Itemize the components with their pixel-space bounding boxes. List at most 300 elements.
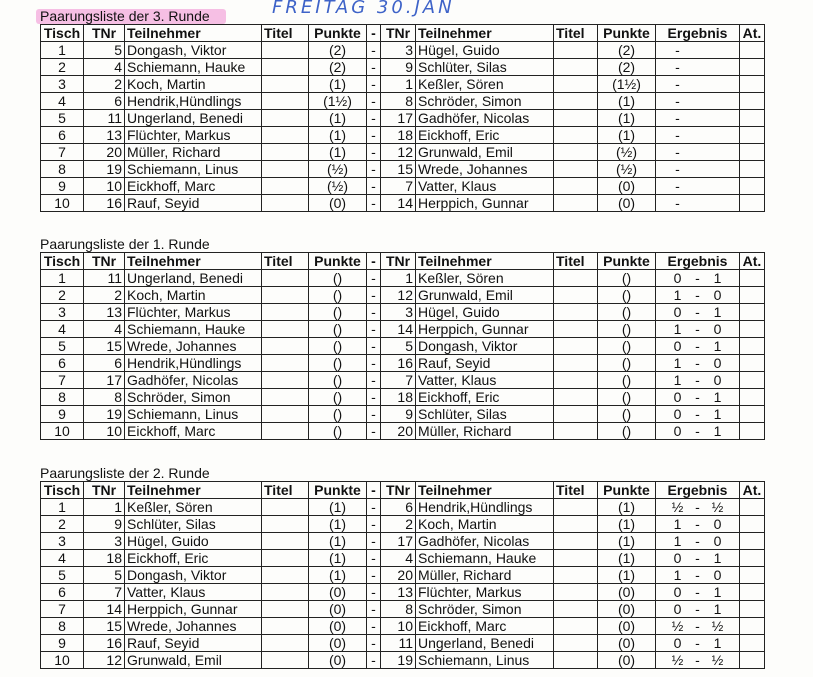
player-2-name: Schiemann, Hauke xyxy=(416,550,554,567)
table-row xyxy=(41,618,765,635)
result-dash: - xyxy=(695,338,700,354)
player-2-title xyxy=(554,499,598,516)
player-1-name: Schiemann, Linus xyxy=(125,406,262,423)
result-white: 0 xyxy=(673,338,682,354)
result-dash: - xyxy=(695,321,700,337)
player-2-name: Grunwald, Emil xyxy=(416,287,554,304)
player-2-points: (1) xyxy=(598,127,656,144)
pairing-separator: - xyxy=(367,93,381,110)
table-number: 3 xyxy=(41,304,84,321)
player-1-name: Flüchter, Markus xyxy=(125,127,262,144)
player-2-title xyxy=(554,127,598,144)
player-1-points: (0) xyxy=(309,635,367,652)
player-1-title xyxy=(262,533,309,550)
at-cell xyxy=(740,93,765,110)
player-1-points: (0) xyxy=(309,601,367,618)
table-number: 6 xyxy=(41,127,84,144)
player-1-name: Wrede, Johannes xyxy=(125,618,262,635)
player-1-number: 5 xyxy=(84,567,125,584)
result-white: 0 xyxy=(673,406,682,422)
at-cell xyxy=(740,567,765,584)
result-white: 0 xyxy=(673,270,682,286)
player-1-points: (2) xyxy=(309,59,367,76)
result xyxy=(656,270,740,287)
player-1-points: (1) xyxy=(309,567,367,584)
header-titel-2: Titel xyxy=(554,482,598,499)
player-1-number: 4 xyxy=(84,321,125,338)
round-1-section xyxy=(40,236,765,440)
result-white: 1 xyxy=(673,355,682,371)
result xyxy=(656,516,740,533)
pairing-separator: - xyxy=(367,42,381,59)
header-teilnehmer: Teilnehmer xyxy=(125,253,262,270)
pairing-separator: - xyxy=(367,287,381,304)
player-2-points: (1) xyxy=(598,110,656,127)
pairing-separator: - xyxy=(367,127,381,144)
at-cell xyxy=(740,59,765,76)
player-1-title xyxy=(262,321,309,338)
player-2-points: (0) xyxy=(598,652,656,669)
header-punkte: Punkte xyxy=(309,253,367,270)
result xyxy=(656,533,740,550)
at-cell xyxy=(740,533,765,550)
player-1-name: Ungerland, Benedi xyxy=(125,110,262,127)
player-2-points: (0) xyxy=(598,601,656,618)
result-white: ½ xyxy=(671,618,684,634)
header-ergebnis: Ergebnis xyxy=(656,482,740,499)
player-1-points: (0) xyxy=(309,584,367,601)
player-1-number: 6 xyxy=(84,93,125,110)
table-number: 3 xyxy=(41,76,84,93)
player-2-number: 1 xyxy=(381,76,416,93)
player-2-number: 20 xyxy=(381,423,416,440)
result-black: ½ xyxy=(711,652,724,668)
result-white: 0 xyxy=(673,423,682,439)
player-1-name: Koch, Martin xyxy=(125,287,262,304)
round-3-title: Paarungsliste der 3. Runde xyxy=(40,8,210,24)
player-2-title xyxy=(554,618,598,635)
round-3-section xyxy=(40,0,765,212)
player-2-title xyxy=(554,372,598,389)
player-1-title xyxy=(262,601,309,618)
player-2-number: 17 xyxy=(381,110,416,127)
player-1-number: 10 xyxy=(84,423,125,440)
player-1-points: (1) xyxy=(309,76,367,93)
table-number: 10 xyxy=(41,652,84,669)
result-dash: - xyxy=(695,533,700,549)
table-row xyxy=(41,161,765,178)
player-1-title xyxy=(262,389,309,406)
result-black: 1 xyxy=(713,584,722,600)
table-row xyxy=(41,321,765,338)
player-1-title xyxy=(262,195,309,212)
table-number: 4 xyxy=(41,93,84,110)
player-1-name: Schiemann, Linus xyxy=(125,161,262,178)
round-2-section xyxy=(40,465,765,669)
player-2-name: Vatter, Klaus xyxy=(416,178,554,195)
round-2-title: Paarungsliste der 2. Runde xyxy=(40,465,210,481)
player-2-title xyxy=(554,76,598,93)
player-2-title xyxy=(554,516,598,533)
player-2-points: () xyxy=(598,321,656,338)
table-number: 1 xyxy=(41,499,84,516)
result-white: 0 xyxy=(673,389,682,405)
at-cell xyxy=(740,550,765,567)
player-1-number: 16 xyxy=(84,195,125,212)
player-2-points: (1) xyxy=(598,499,656,516)
result xyxy=(656,110,740,127)
player-1-name: Wrede, Johannes xyxy=(125,338,262,355)
player-2-number: 8 xyxy=(381,93,416,110)
result-white: 1 xyxy=(673,321,682,337)
result-white: 0 xyxy=(673,635,682,651)
at-cell xyxy=(740,618,765,635)
table-header-row xyxy=(41,253,765,270)
player-1-points: () xyxy=(309,270,367,287)
result xyxy=(656,372,740,389)
round-1-title: Paarungsliste der 1. Runde xyxy=(40,236,210,252)
pairing-separator: - xyxy=(367,516,381,533)
player-2-title xyxy=(554,601,598,618)
round-3-caption xyxy=(40,0,765,24)
at-cell xyxy=(740,304,765,321)
player-2-name: Grunwald, Emil xyxy=(416,144,554,161)
table-number: 7 xyxy=(41,144,84,161)
pairing-separator: - xyxy=(367,76,381,93)
result-white: 0 xyxy=(673,550,682,566)
at-cell xyxy=(740,127,765,144)
player-2-points: (0) xyxy=(598,195,656,212)
result xyxy=(656,42,740,59)
player-2-name: Dongash, Viktor xyxy=(416,338,554,355)
result-white: - xyxy=(675,178,680,194)
player-2-name: Rauf, Seyid xyxy=(416,355,554,372)
player-2-points: (1) xyxy=(598,516,656,533)
player-1-name: Eickhoff, Eric xyxy=(125,550,262,567)
result xyxy=(656,321,740,338)
result-black: ½ xyxy=(711,618,724,634)
player-1-points: () xyxy=(309,423,367,440)
result xyxy=(656,338,740,355)
player-2-number: 19 xyxy=(381,652,416,669)
player-1-points: () xyxy=(309,355,367,372)
player-2-points: () xyxy=(598,372,656,389)
result-black: 1 xyxy=(713,601,722,617)
player-1-number: 20 xyxy=(84,144,125,161)
player-2-name: Schiemann, Linus xyxy=(416,652,554,669)
player-1-name: Keßler, Sören xyxy=(125,499,262,516)
result-dash: - xyxy=(695,406,700,422)
table-row xyxy=(41,601,765,618)
pairing-separator: - xyxy=(367,550,381,567)
handwritten-date-note: FREITAG 30.JAN xyxy=(272,0,455,18)
result-dash: - xyxy=(695,372,700,388)
player-1-title xyxy=(262,652,309,669)
result-white: - xyxy=(675,93,680,109)
player-1-points: (1) xyxy=(309,499,367,516)
result-dash: - xyxy=(695,287,700,303)
pairing-separator: - xyxy=(367,372,381,389)
player-1-points: (0) xyxy=(309,652,367,669)
player-1-points: () xyxy=(309,338,367,355)
player-2-title xyxy=(554,195,598,212)
player-2-name: Flüchter, Markus xyxy=(416,584,554,601)
table-row xyxy=(41,516,765,533)
player-2-name: Schröder, Simon xyxy=(416,93,554,110)
player-1-title xyxy=(262,42,309,59)
player-1-number: 10 xyxy=(84,178,125,195)
player-2-name: Koch, Martin xyxy=(416,516,554,533)
result-black: 1 xyxy=(713,406,722,422)
header-teilnehmer-2: Teilnehmer xyxy=(416,482,554,499)
header-tnr: TNr xyxy=(84,482,125,499)
result-black: 1 xyxy=(713,304,722,320)
at-cell xyxy=(740,652,765,669)
player-2-name: Herppich, Gunnar xyxy=(416,321,554,338)
player-2-name: Eickhoff, Marc xyxy=(416,618,554,635)
result-black: ½ xyxy=(711,499,724,515)
player-2-points: (0) xyxy=(598,584,656,601)
player-2-points: (2) xyxy=(598,42,656,59)
at-cell xyxy=(740,144,765,161)
result xyxy=(656,601,740,618)
result xyxy=(656,287,740,304)
at-cell xyxy=(740,270,765,287)
player-1-number: 4 xyxy=(84,59,125,76)
at-cell xyxy=(740,355,765,372)
result xyxy=(656,93,740,110)
player-1-name: Schröder, Simon xyxy=(125,389,262,406)
pairing-separator: - xyxy=(367,652,381,669)
player-2-points: () xyxy=(598,423,656,440)
player-2-number: 5 xyxy=(381,338,416,355)
player-2-name: Schlüter, Silas xyxy=(416,59,554,76)
at-cell xyxy=(740,516,765,533)
result-black: 1 xyxy=(713,635,722,651)
player-2-number: 7 xyxy=(381,178,416,195)
at-cell xyxy=(740,287,765,304)
table-number: 7 xyxy=(41,601,84,618)
result xyxy=(656,406,740,423)
player-2-name: Hendrik,Hündlings xyxy=(416,499,554,516)
player-2-points: (0) xyxy=(598,618,656,635)
player-2-number: 9 xyxy=(381,59,416,76)
player-2-points: (0) xyxy=(598,178,656,195)
table-number: 8 xyxy=(41,618,84,635)
player-1-title xyxy=(262,499,309,516)
player-2-name: Ungerland, Benedi xyxy=(416,635,554,652)
result-white: 0 xyxy=(673,584,682,600)
table-number: 9 xyxy=(41,178,84,195)
player-2-title xyxy=(554,406,598,423)
player-1-name: Eickhoff, Marc xyxy=(125,178,262,195)
player-2-title xyxy=(554,93,598,110)
player-2-points: (2) xyxy=(598,59,656,76)
table-number: 5 xyxy=(41,338,84,355)
at-cell xyxy=(740,110,765,127)
result-black: 0 xyxy=(713,355,722,371)
player-2-name: Keßler, Sören xyxy=(416,270,554,287)
player-2-number: 3 xyxy=(381,42,416,59)
result-dash: - xyxy=(695,567,700,583)
player-1-title xyxy=(262,304,309,321)
result-white: 1 xyxy=(673,287,682,303)
header-punkte-2: Punkte xyxy=(598,25,656,42)
player-2-points: () xyxy=(598,406,656,423)
pairing-separator: - xyxy=(367,584,381,601)
player-1-name: Ungerland, Benedi xyxy=(125,270,262,287)
header-tisch: Tisch xyxy=(41,253,84,270)
pairing-separator: - xyxy=(367,499,381,516)
header-sep: - xyxy=(367,482,381,499)
at-cell xyxy=(740,499,765,516)
player-2-title xyxy=(554,652,598,669)
table-number: 8 xyxy=(41,161,84,178)
player-2-title xyxy=(554,144,598,161)
player-2-name: Müller, Richard xyxy=(416,423,554,440)
table-number: 9 xyxy=(41,406,84,423)
player-2-title xyxy=(554,321,598,338)
header-titel: Titel xyxy=(262,25,309,42)
player-2-number: 6 xyxy=(381,499,416,516)
player-1-number: 12 xyxy=(84,652,125,669)
round-3-table xyxy=(40,24,765,212)
header-punkte: Punkte xyxy=(309,482,367,499)
player-1-name: Rauf, Seyid xyxy=(125,195,262,212)
at-cell xyxy=(740,406,765,423)
result-dash: - xyxy=(695,304,700,320)
table-number: 2 xyxy=(41,516,84,533)
result xyxy=(656,584,740,601)
player-1-points: (1½) xyxy=(309,93,367,110)
result-black: 0 xyxy=(713,533,722,549)
result-white: - xyxy=(675,110,680,126)
result-black: 1 xyxy=(713,389,722,405)
header-teilnehmer: Teilnehmer xyxy=(125,25,262,42)
player-2-number: 15 xyxy=(381,161,416,178)
round-1-table xyxy=(40,252,765,440)
result-black: 0 xyxy=(713,516,722,532)
header-titel: Titel xyxy=(262,482,309,499)
player-2-number: 12 xyxy=(381,144,416,161)
result-dash: - xyxy=(695,499,700,515)
player-2-title xyxy=(554,270,598,287)
result-white: ½ xyxy=(671,499,684,515)
player-1-name: Herppich, Gunnar xyxy=(125,601,262,618)
player-1-number: 2 xyxy=(84,76,125,93)
player-2-number: 14 xyxy=(381,321,416,338)
header-ergebnis: Ergebnis xyxy=(656,253,740,270)
result-white: 0 xyxy=(673,304,682,320)
result-dash: - xyxy=(695,550,700,566)
pairing-separator: - xyxy=(367,321,381,338)
player-2-title xyxy=(554,423,598,440)
player-1-points: (1) xyxy=(309,516,367,533)
player-1-points: () xyxy=(309,321,367,338)
table-row xyxy=(41,584,765,601)
table-row xyxy=(41,144,765,161)
at-cell xyxy=(740,601,765,618)
player-2-number: 18 xyxy=(381,389,416,406)
player-1-title xyxy=(262,423,309,440)
player-1-number: 11 xyxy=(84,270,125,287)
table-row xyxy=(41,110,765,127)
result-black: 1 xyxy=(713,550,722,566)
result xyxy=(656,76,740,93)
table-row xyxy=(41,406,765,423)
player-1-title xyxy=(262,406,309,423)
player-1-title xyxy=(262,338,309,355)
player-2-name: Schlüter, Silas xyxy=(416,406,554,423)
pairing-separator: - xyxy=(367,270,381,287)
pairing-separator: - xyxy=(367,406,381,423)
player-2-points: (0) xyxy=(598,635,656,652)
header-at: At. xyxy=(740,482,765,499)
player-2-number: 1 xyxy=(381,270,416,287)
player-2-points: (1) xyxy=(598,567,656,584)
pairing-separator: - xyxy=(367,59,381,76)
player-1-title xyxy=(262,584,309,601)
at-cell xyxy=(740,161,765,178)
player-2-name: Herppich, Gunnar xyxy=(416,195,554,212)
at-cell xyxy=(740,42,765,59)
player-1-number: 15 xyxy=(84,618,125,635)
player-2-number: 13 xyxy=(381,584,416,601)
player-2-title xyxy=(554,59,598,76)
player-1-title xyxy=(262,93,309,110)
result-dash: - xyxy=(695,584,700,600)
player-1-title xyxy=(262,618,309,635)
player-1-points: () xyxy=(309,406,367,423)
pairing-separator: - xyxy=(367,161,381,178)
player-1-title xyxy=(262,110,309,127)
pairing-separator: - xyxy=(367,110,381,127)
player-2-title xyxy=(554,550,598,567)
result-dash: - xyxy=(695,389,700,405)
at-cell xyxy=(740,423,765,440)
player-2-points: (½) xyxy=(598,144,656,161)
player-2-number: 9 xyxy=(381,406,416,423)
pairing-separator: - xyxy=(367,304,381,321)
player-2-name: Gadhöfer, Nicolas xyxy=(416,110,554,127)
player-2-title xyxy=(554,304,598,321)
player-1-number: 2 xyxy=(84,287,125,304)
player-2-points: () xyxy=(598,338,656,355)
player-1-name: Hügel, Guido xyxy=(125,533,262,550)
player-2-number: 7 xyxy=(381,372,416,389)
header-titel-2: Titel xyxy=(554,25,598,42)
header-sep: - xyxy=(367,253,381,270)
pairing-separator: - xyxy=(367,533,381,550)
player-2-number: 20 xyxy=(381,567,416,584)
table-row xyxy=(41,195,765,212)
player-1-number: 19 xyxy=(84,161,125,178)
pairing-separator: - xyxy=(367,195,381,212)
result-dash: - xyxy=(695,635,700,651)
result-white: 0 xyxy=(673,601,682,617)
player-1-points: (½) xyxy=(309,178,367,195)
result xyxy=(656,304,740,321)
result xyxy=(656,161,740,178)
player-1-number: 5 xyxy=(84,42,125,59)
player-1-points: (1) xyxy=(309,110,367,127)
pairing-separator: - xyxy=(367,601,381,618)
header-sep: - xyxy=(367,25,381,42)
player-2-title xyxy=(554,567,598,584)
player-2-title xyxy=(554,287,598,304)
at-cell xyxy=(740,76,765,93)
result-black: 1 xyxy=(713,338,722,354)
